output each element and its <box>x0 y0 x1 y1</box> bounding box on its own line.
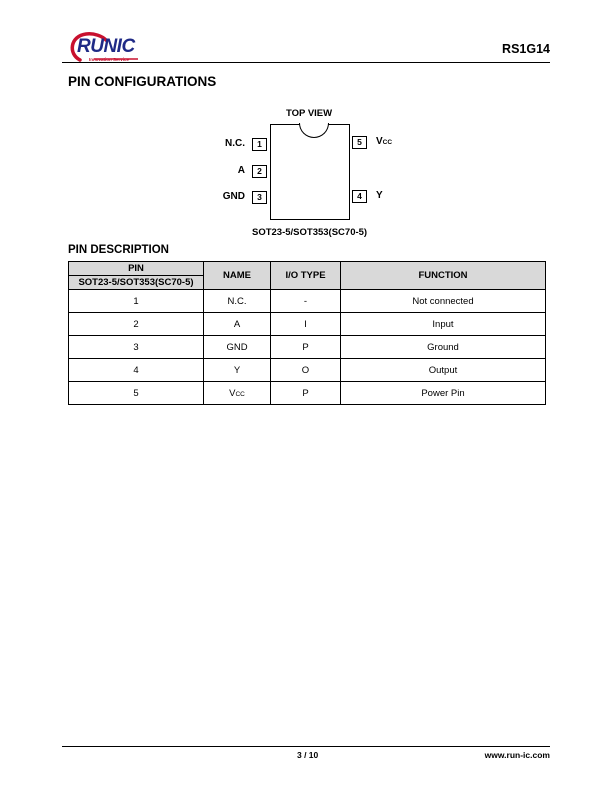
name-header: NAME <box>204 262 271 290</box>
io-type-cell <box>271 313 341 336</box>
table-row <box>69 336 546 359</box>
pin-3-number-box: 3 <box>252 191 267 204</box>
name-cell-subscript: CC <box>235 390 245 398</box>
pin-cell <box>69 382 204 405</box>
logo-text: RUNIC <box>77 36 135 57</box>
header-divider <box>62 62 550 63</box>
name-cell-text: GND <box>226 341 248 353</box>
io-type-cell-text: P <box>302 387 309 399</box>
pin-cell-text: 4 <box>133 364 139 376</box>
pin-1-label: N.C. <box>225 138 245 149</box>
pin-5-number-box: 5 <box>352 136 367 149</box>
name-cell <box>204 382 271 405</box>
pin-5-label <box>376 136 392 147</box>
io-type-cell <box>271 359 341 382</box>
pin-cell-text: 5 <box>133 387 139 399</box>
function-cell-text: Input <box>432 318 454 330</box>
pin-cell-text: 2 <box>133 318 139 330</box>
pin-5-label-main: V <box>376 136 383 147</box>
pin-header: PIN <box>69 262 204 276</box>
pin-3-label: GND <box>222 191 245 202</box>
name-cell-text: N.C. <box>227 295 247 307</box>
function-cell-text: Power Pin <box>421 387 465 399</box>
name-cell <box>204 359 271 382</box>
name-cell <box>204 313 271 336</box>
pin-4-label-main: Y <box>376 190 383 201</box>
chip-body <box>270 124 350 220</box>
table-row <box>69 290 546 313</box>
io-type-cell <box>271 290 341 313</box>
io-type-header: I/O TYPE <box>271 262 341 290</box>
name-cell-text: Y <box>233 364 241 376</box>
io-type-cell <box>271 336 341 359</box>
name-cell <box>204 336 271 359</box>
table-row <box>69 313 546 336</box>
io-type-cell <box>271 382 341 405</box>
function-cell-text: Output <box>428 364 458 376</box>
pin-1-number-box: 1 <box>252 138 267 151</box>
part-number: RS1G14 <box>502 42 550 56</box>
pin-cell <box>69 359 204 382</box>
name-cell-text: A <box>233 318 241 330</box>
pin-cell-text: 3 <box>133 341 139 353</box>
function-cell-text: Not connected <box>412 295 474 307</box>
pin-package-header: SOT23-5/SOT353(SC70-5) <box>69 276 204 290</box>
pin-rows <box>69 290 546 405</box>
function-cell <box>341 290 546 313</box>
function-cell <box>341 336 546 359</box>
function-cell <box>341 382 546 405</box>
pin-cell <box>69 313 204 336</box>
pin-2-label: A <box>237 165 245 176</box>
io-type-cell-text: P <box>302 341 309 353</box>
function-cell <box>341 313 546 336</box>
pin-cell <box>69 336 204 359</box>
pin-description-table <box>68 261 546 405</box>
pin-2-number-box: 2 <box>252 165 267 178</box>
package-label: SOT23-5/SOT353(SC70-5) <box>252 227 368 238</box>
logo-tagline: Innovation Service <box>89 57 130 62</box>
company-logo <box>68 30 140 64</box>
table-row <box>69 359 546 382</box>
section-title: PIN CONFIGURATIONS <box>68 74 217 89</box>
pin-4-label <box>376 190 383 201</box>
pin-4-number-box: 4 <box>352 190 367 203</box>
table-row <box>69 382 546 405</box>
pin-5-label-subscript: CC <box>382 139 393 146</box>
function-cell-text: Ground <box>427 341 459 353</box>
footer-divider <box>62 746 550 747</box>
pin-description-title: PIN DESCRIPTION <box>68 244 169 256</box>
name-cell-text: V <box>229 387 236 399</box>
website-url: www.run-ic.com <box>484 750 550 760</box>
io-type-cell-text: O <box>301 364 310 376</box>
name-cell <box>204 290 271 313</box>
function-cell <box>341 359 546 382</box>
function-header: FUNCTION <box>341 262 546 290</box>
page-number: 3 / 10 <box>297 750 319 760</box>
pin-cell <box>69 290 204 313</box>
pin-cell-text: 1 <box>133 295 139 307</box>
diagram-view-label: TOP VIEW <box>286 108 333 119</box>
io-type-cell-text: I <box>304 318 307 330</box>
io-type-cell-text: - <box>303 295 308 307</box>
